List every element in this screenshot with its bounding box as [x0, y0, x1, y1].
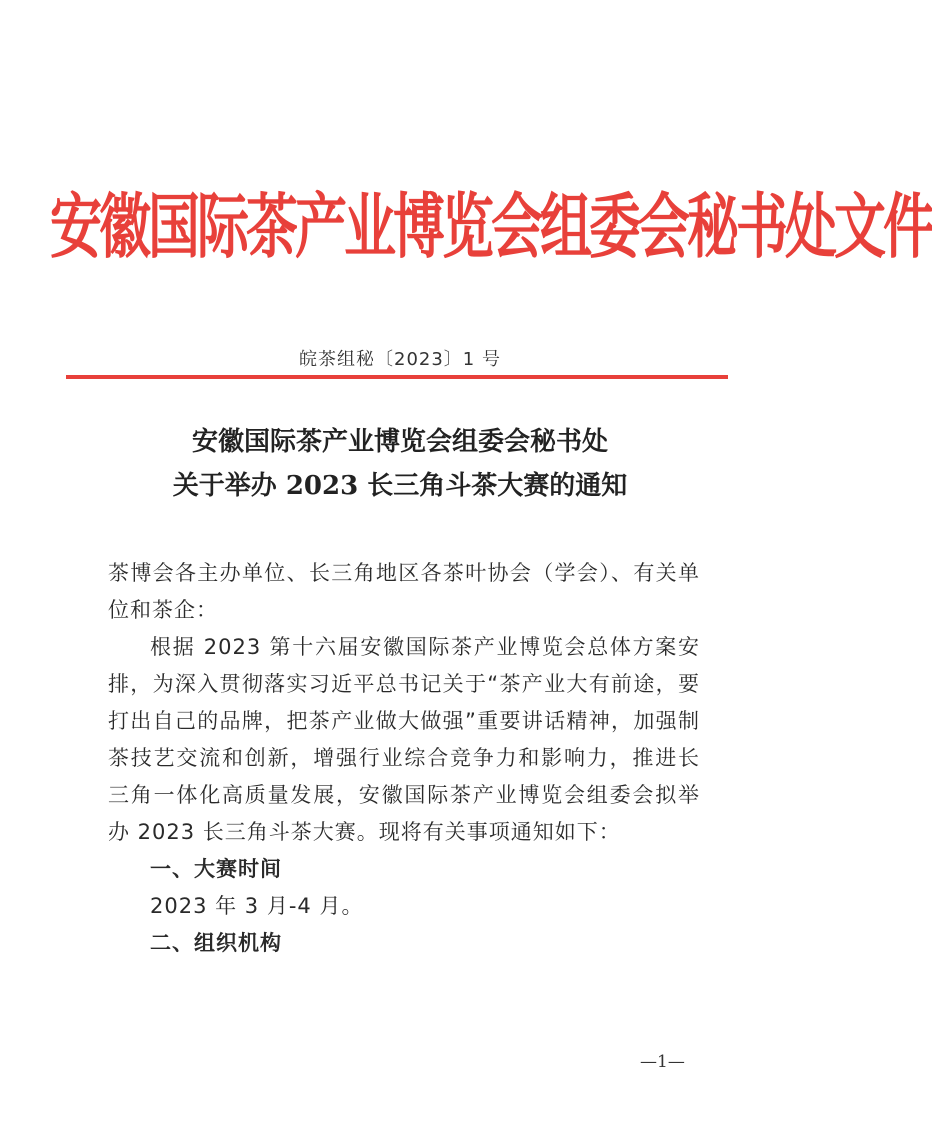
issuer-header: 安徽国际茶产业博览会组委会秘书处文件 — [50, 186, 932, 269]
notice-title-line-2: 关于举办 2023 长三角斗茶大赛的通知 — [172, 471, 628, 501]
section-heading-time: 一、大赛时间 — [150, 857, 282, 881]
section-text-time: 2023 年 3 月-4 月。 — [150, 894, 364, 918]
section-heading-organization: 二、组织机构 — [150, 931, 282, 955]
document-number: 皖茶组秘〔2023〕1 号 — [299, 349, 501, 370]
page-number: —1— — [640, 1052, 685, 1072]
notice-title-line-1: 安徽国际茶产业博览会组委会秘书处 — [191, 427, 608, 457]
addressee: 茶博会各主办单位、长三角地区各茶叶协会（学会）、有关单位和茶企： — [108, 561, 700, 622]
red-divider-rule — [66, 375, 728, 379]
body-paragraph: 根据 2023 第十六届安徽国际茶产业博览会总体方案安排，为深入贯彻落实习近平总书记关于“茶产业大有前途，要打出自己的品牌，把茶产业做大做强”重要讲话精神，加强制茶技艺交流和创新，增强行业综合竞争力和影响力，推进长三角一体化高质量发展，安徽国际茶产业博览会组委会拟举办 2023 长三角斗茶大赛。现将有关事项通知如下： — [108, 635, 700, 844]
notice-title — [0, 420, 800, 508]
notice-body — [108, 555, 700, 962]
